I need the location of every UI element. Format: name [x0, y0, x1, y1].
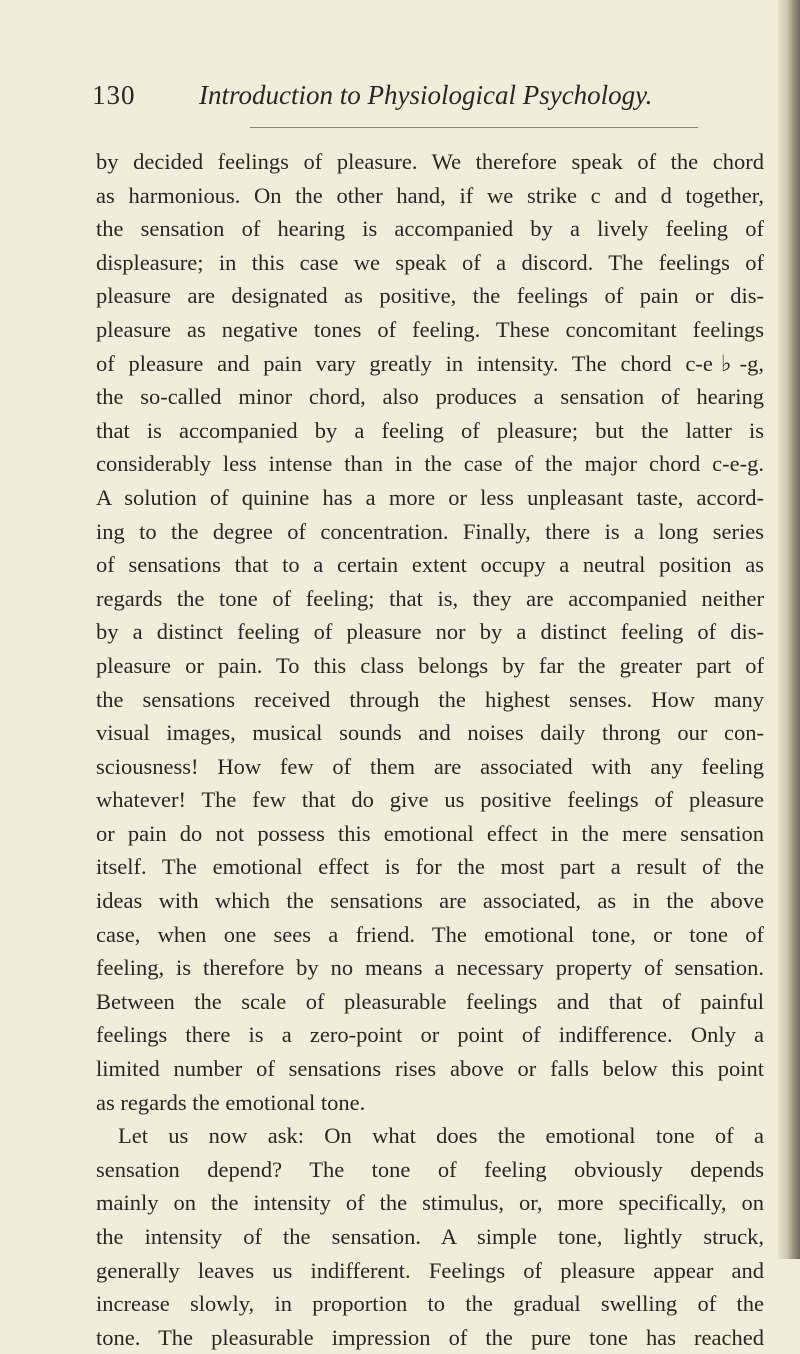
text-line: pleasure are designated as positive, the feelings of pain or dis-: [96, 283, 764, 309]
text-line: increase slowly, in proportion to the gradual swelling of the: [96, 1291, 764, 1317]
text-line: visual images, musical sounds and noises daily throng our con-: [96, 720, 764, 746]
text-line: of pleasure and pain vary greatly in intensity. The chord c-e♭-g,: [96, 350, 764, 376]
text-line: whatever! The few that do give us positive feelings of pleasure: [96, 787, 764, 813]
running-title: Introduction to Physiological Psychology.: [199, 80, 653, 110]
page-edge-shadow: [778, 0, 800, 1259]
text-line: that is accompanied by a feeling of pleasure; but the latter is: [96, 417, 764, 443]
paragraph-start-line: Let us now ask: On what does the emotional tone of a: [118, 1123, 764, 1149]
text-line: pleasure or pain. To this class belongs by far the greater part of: [96, 652, 764, 678]
page-number: 130: [92, 80, 136, 110]
text-line: considerably less intense than in the case of the major chord c-e-g.: [96, 451, 764, 477]
text-line: sciousness! How few of them are associated with any feeling: [96, 753, 764, 779]
text-line: the sensations received through the highest senses. How many: [96, 686, 764, 712]
text-line: feeling, is therefore by no means a necessary property of sensation.: [96, 955, 764, 981]
text-line: as harmonious. On the other hand, if we strike c and d together,: [96, 182, 764, 208]
text-line: by a distinct feeling of pleasure nor by a distinct feeling of dis-: [96, 619, 764, 645]
text-line: limited number of sensations rises above or falls below this point: [96, 1056, 764, 1082]
text-line: ideas with which the sensations are associated, as in the above: [96, 888, 764, 914]
body-text: [96, 145, 764, 1354]
text-line: as regards the emotional tone.: [96, 1089, 366, 1115]
text-line: by decided feelings of pleasure. We therefore speak of the chord: [96, 149, 764, 174]
text-line: ing to the degree of concentration. Finally, there is a long series: [96, 518, 764, 544]
text-line: the so-called minor chord, also produces a sensation of hearing: [96, 384, 764, 410]
text-line: feelings there is a zero-point or point of indifference. Only a: [96, 1022, 764, 1048]
text-line: the intensity of the sensation. A simple tone, lightly struck,: [96, 1224, 764, 1249]
text-line: regards the tone of feeling; that is, they are accompanied neither: [96, 585, 764, 611]
page-header: [92, 80, 752, 120]
text-line: pleasure as negative tones of feeling. These concomitant feelings: [96, 316, 764, 342]
text-line: displeasure; in this case we speak of a discord. The feelings of: [96, 249, 764, 275]
text-line: of sensations that to a certain extent occupy a neutral position as: [96, 552, 764, 578]
header-rule: [250, 127, 698, 128]
text-line: A solution of quinine has a more or less unpleasant taste, accord-: [96, 484, 764, 510]
text-line: the sensation of hearing is accompanied by a lively feeling of: [96, 216, 764, 242]
text-line: or pain do not possess this emotional effect in the mere sensation: [96, 820, 764, 846]
text-line: Between the scale of pleasurable feelings and that of painful: [96, 988, 764, 1014]
text-line: itself. The emotional effect is for the most part a result of the: [96, 854, 764, 880]
text-line: mainly on the intensity of the stimulus, or, more specifically, on: [96, 1190, 764, 1216]
text-line: tone. The pleasurable impression of the pure tone has reached: [96, 1324, 764, 1350]
text-line: generally leaves us indifferent. Feelings of pleasure appear and: [96, 1257, 764, 1283]
text-line: sensation depend? The tone of feeling obviously depends: [96, 1156, 764, 1182]
text-line: case, when one sees a friend. The emotional tone, or tone of: [96, 921, 764, 947]
